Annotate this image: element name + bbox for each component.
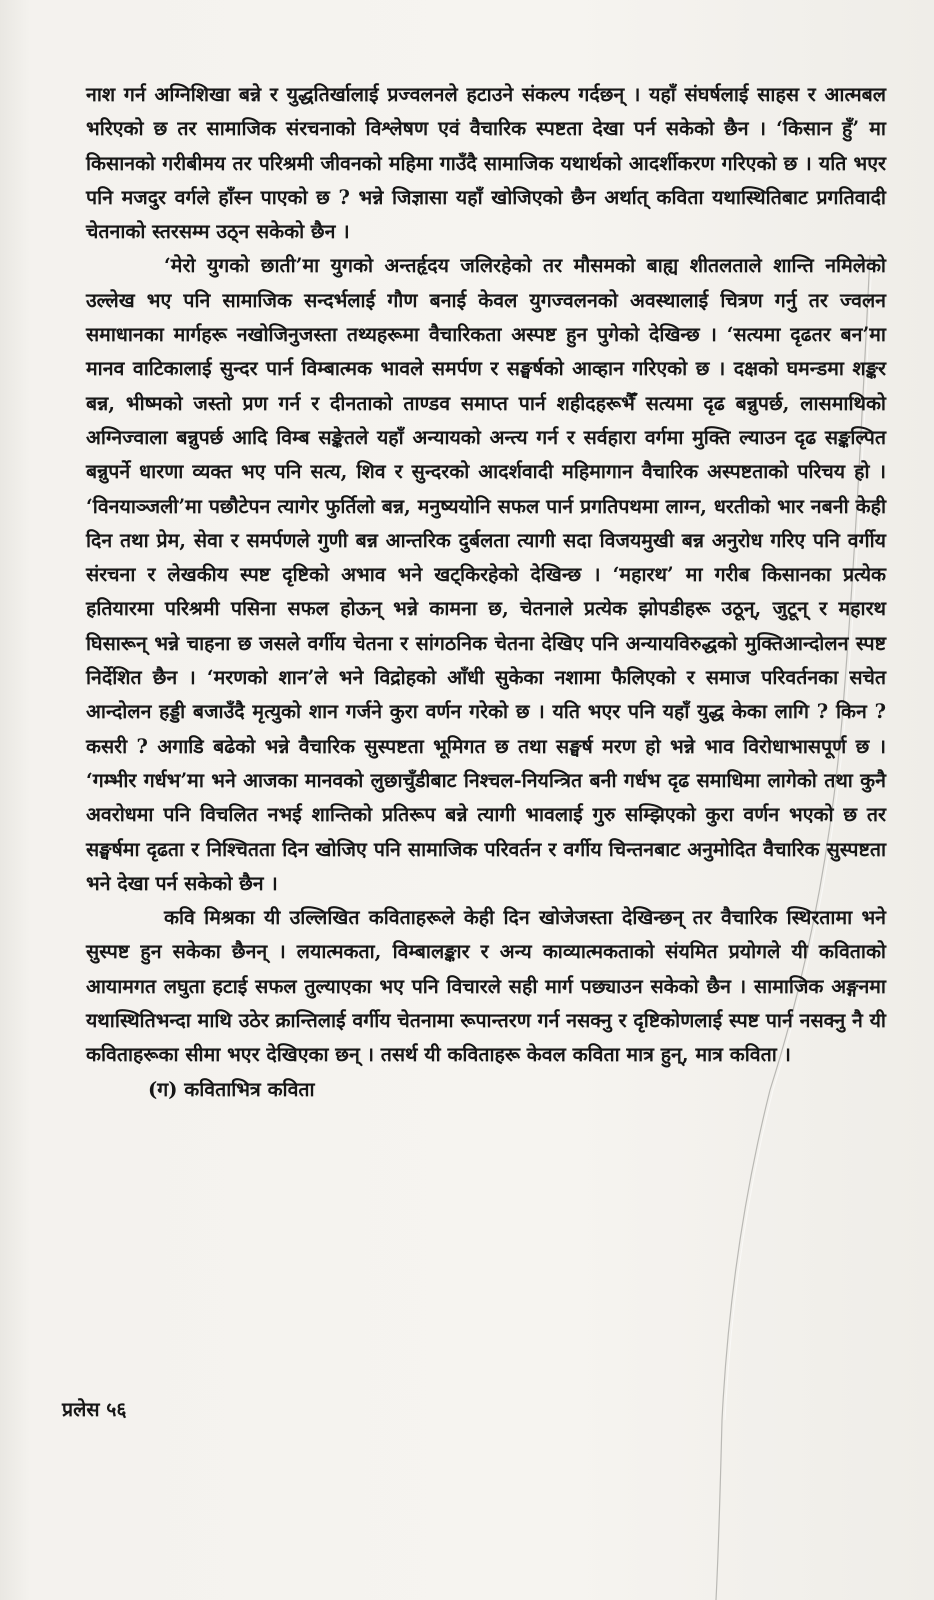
article-body xyxy=(86,78,886,1107)
paragraph-1: नाश गर्न अग्निशिखा बन्ने र युद्धतिर्खालाई प्रज्वलनले हटाउने संकल्प गर्दछन् । यहाँ संघर्षलाई साहस र आत्मबल भरिएको छ तर सामाजिक संरचनाको विश्लेषण एवं वैचारिक स्पष्टता देखा पर्न सकेको छैन । ‘किसान हुँ’ मा किसानको गरीबीमय तर परिश्रमी जीवनको महिमा गाउँदै सामाजिक यथार्थको आदर्शीकरण गरिएको छ । यति भएर पनि मजदुर वर्गले हाँस्न पाएको छ ? भन्ने जिज्ञासा यहाँ खोजिएको छैन अर्थात् कविता यथास्थितिबाट प्रगतिवादी चेतनाको स्तरसम्म उठ्न सकेको छैन । xyxy=(86,83,886,244)
paragraph-2: ‘मेरो युगको छाती’मा युगको अन्तर्हृदय जलिरहेको तर मौसमको बाह्य शीतलताले शान्ति नमिलेको उल्लेख भए पनि सामाजिक सन्दर्भलाई गौण बनाई केवल युगज्वलनको अवस्थालाई चित्रण गर्नु तर ज्वलन समाधानका मार्गहरू नखोजिनुजस्ता तथ्यहरूमा वैचारिकता अस्पष्ट हुन पुगेको देखिन्छ । ‘सत्यमा दृढतर बन’मा मानव वाटिकालाई सुन्दर पार्न विम्बात्मक भावले समर्पण र सङ्घर्षको आव्हान गरिएको छ । दक्षको घमन्डमा शङ्कर बन्न, भीष्मको जस्तो प्रण गर्न र दीनताको ताण्डव समाप्त पार्न शहीदहरूभैँ सत्यमा दृढ बन्नुपर्छ, लासमाथिको अग्निज्वाला बन्नुपर्छ आदि विम्ब सङ्केतले यहाँ अन्यायको अन्त्य गर्न र सर्वहारा वर्गमा मुक्ति ल्याउन दृढ सङ्कल्पित बन्नुपर्ने धारणा व्यक्त भए पनि सत्य, शिव र सुन्दरको आदर्शवादी महिमागान वैचारिक अस्पष्टताको परिचय हो । ‘विनयाञ्जली’मा पछौटेपन त्यागेर फुर्तिलो बन्न, मनुष्ययोनि सफल पार्न प्रगतिपथमा लाग्न, धरतीको भार नबनी केही दिन तथा प्रेम, सेवा र समर्पणले गुणी बन्न आन्तरिक दुर्बलता त्यागी सदा विजयमुखी बन्न अनुरोध गरिए पनि वर्गीय संरचना र लेखकीय स्पष्ट दृष्टिको अभाव भने खट्किरहेको देखिन्छ । ‘महारथ’ मा गरीब किसानका प्रत्येक हतियारमा परिश्रमी पसिना सफल होऊन् भन्ने कामना छ, चेतनाले प्रत्येक झोपडीहरू उठून्, जुटून् र महारथ घिसारून् भन्ने चाहना छ जसले वर्गीय चेतना र सांगठनिक चेतना देखिए पनि अन्यायविरुद्धको मुक्तिआन्दोलन स्पष्ट निर्देशित छैन । ‘मरणको शान’ले भने विद्रोहको आँधी सुकेका नशामा फैलिएको र समाज परिवर्तनका सचेत आन्दोलन हड्डी बजाउँदै मृत्युको शान गर्जने कुरा वर्णन गरेको छ । यति भएर पनि यहाँ युद्ध केका लागि ? किन ? कसरी ? अगाडि बढेको भन्ने वैचारिक सुस्पष्टता भूमिगत छ तथा सङ्घर्ष मरण हो भन्ने भाव विरोधाभासपूर्ण छ । ‘गम्भीर गर्धभ’मा भने आजका मानवको लुछाचुँडीबाट निश्चल-नियन्त्रित बनी गर्धभ दृढ समाधिमा लागेको तथा कुनै अवरोधमा पनि विचलित नभई शान्तिको प्रतिरूप बन्ने त्यागी भावलाई गुरु सम्झिएको कुरा वर्णन भएको छ तर सङ्घर्षमा दृढता र निश्चितता दिन खोजिए पनि सामाजिक परिवर्तन र वर्गीय चिन्तनबाट अनुमोदित वैचारिक सुस्पष्टता भने देखा पर्न सकेको छैन । xyxy=(86,254,886,895)
page-footer: प्रलेस ५६ xyxy=(62,1398,127,1421)
paragraph-3: कवि मिश्रका यी उल्लिखित कविताहरूले केही दिन खोजेजस्ता देखिन्छन् तर वैचारिक स्थिरतामा भने सुस्पष्ट हुन सकेका छैनन् । लयात्मकता, विम्बालङ्कार र अन्य काव्यात्मकताको संयमित प्रयोगले यी कविताको आयामगत लघुता हटाई सफल तुल्याएका भए पनि विचारले सही मार्ग पछ्याउन सकेको छैन । सामाजिक अङ्गनमा यथास्थितिभन्दा माथि उठेर क्रान्तिलाई वर्गीय चेतनामा रूपान्तरण गर्न नसक्नु र दृष्टिकोणलाई स्पष्ट पार्न नसक्नु नै यी कविताहरूका सीमा भएर देखिएका छन् । तसर्थ यी कविताहरू केवल कविता मात्र हुन्, मात्र कविता । xyxy=(86,906,886,1067)
section-subheading: (ग) कविताभित्र कविता xyxy=(148,1077,315,1101)
